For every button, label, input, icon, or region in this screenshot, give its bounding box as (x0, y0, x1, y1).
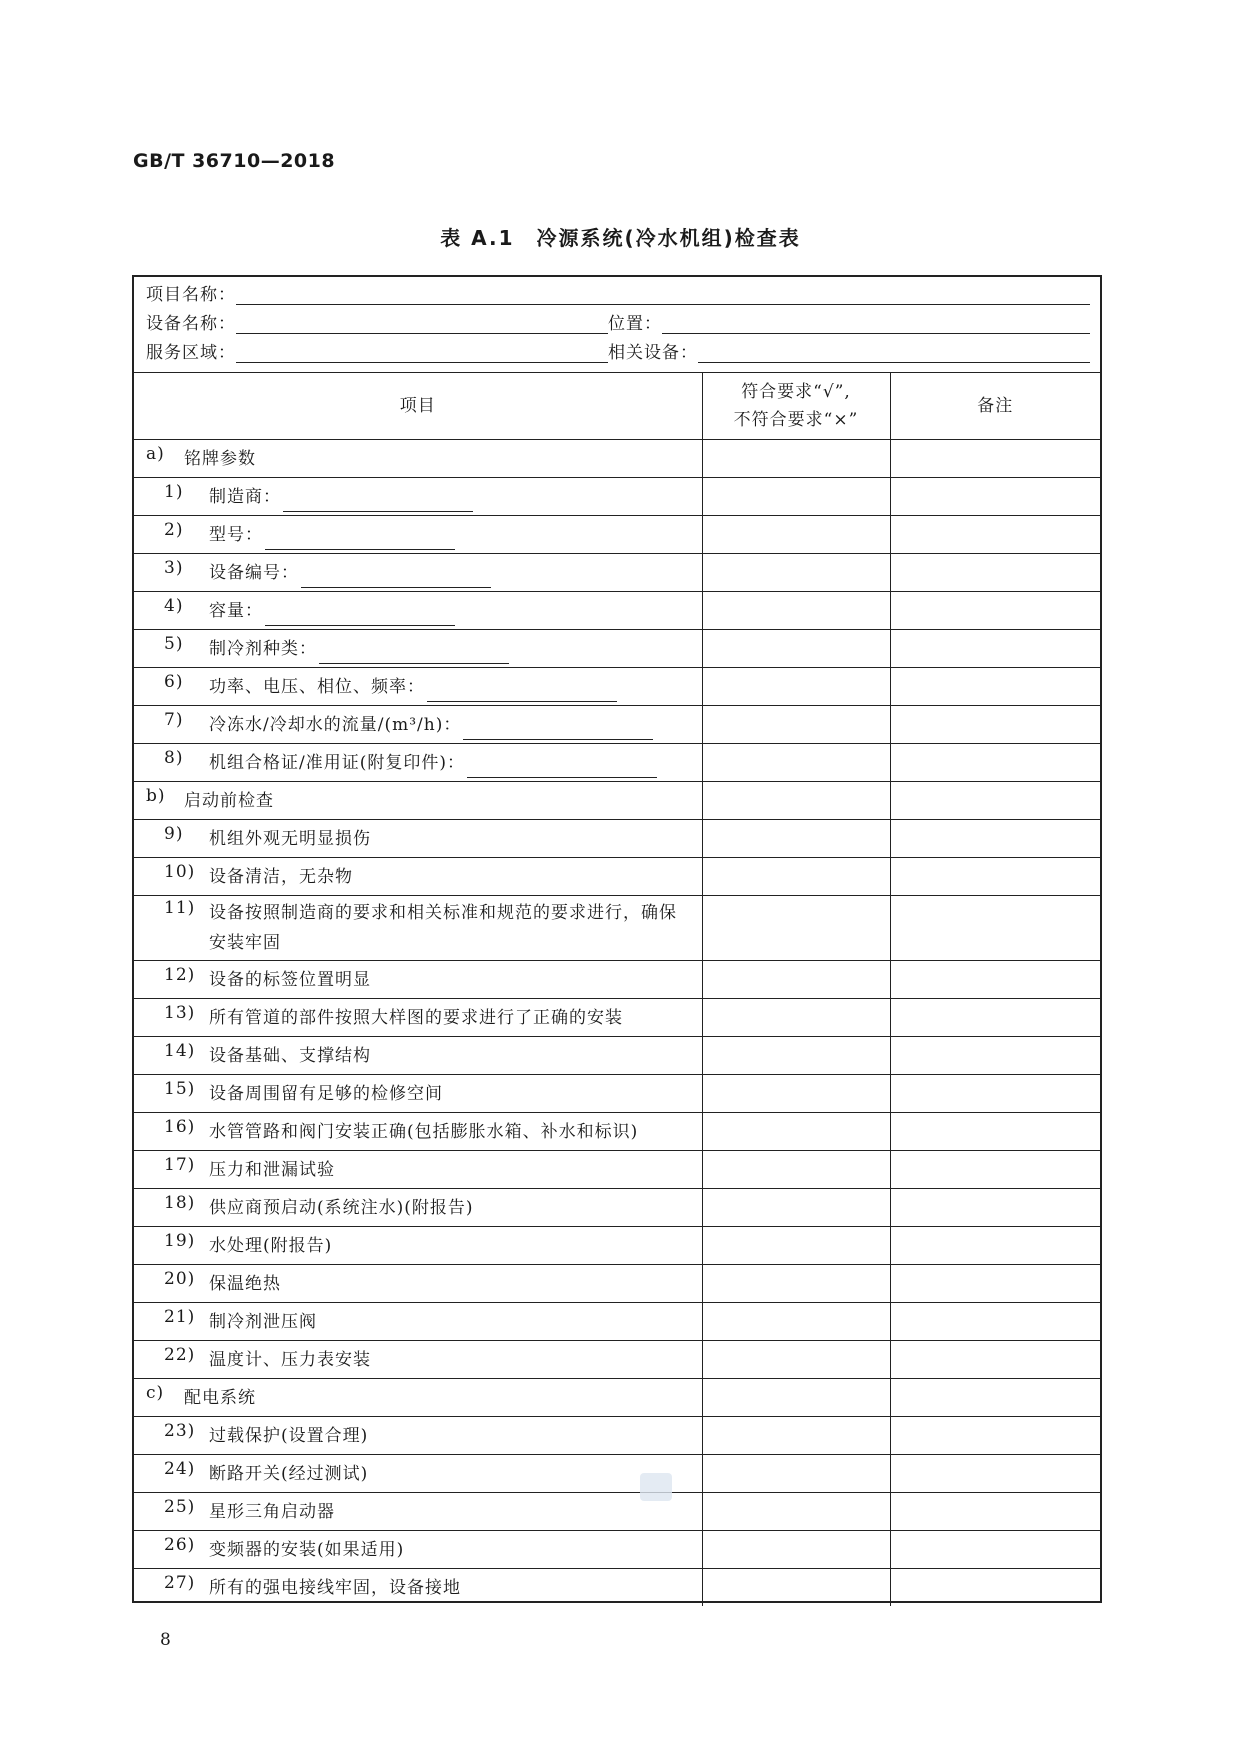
item-cell (134, 1265, 702, 1303)
item-cell (134, 1151, 702, 1189)
table-row (134, 592, 1100, 630)
item-cell (134, 1227, 702, 1265)
fill-in-blank[interactable] (463, 721, 653, 740)
location-field[interactable] (662, 315, 1090, 334)
item-text: 供应商预启动(系统注水)(附报告) (209, 1197, 474, 1218)
fill-in-blank[interactable] (467, 759, 657, 778)
conform-cell[interactable] (702, 516, 890, 554)
item-text: 设备周围留有足够的检修空间 (209, 1083, 443, 1104)
item-text: 断路开关(经过测试) (209, 1463, 369, 1484)
item-text-wrap (209, 520, 702, 550)
item-text: 制冷剂泄压阀 (209, 1311, 317, 1332)
project-name-label: 项目名称： (146, 285, 236, 305)
conform-cell[interactable] (702, 478, 890, 516)
checklist-table (134, 372, 1100, 1606)
item-number: 19) (164, 1230, 196, 1251)
item-text: 过载保护(设置合理) (209, 1425, 369, 1446)
conform-cell[interactable] (702, 668, 890, 706)
item-cell (134, 1075, 702, 1113)
item-text-wrap (184, 786, 702, 816)
item-cell (134, 1569, 702, 1607)
equipment-name-field[interactable] (236, 315, 608, 334)
watermark-logo (640, 1473, 672, 1501)
item-text-wrap (209, 596, 702, 626)
item-text-wrap (209, 1269, 702, 1299)
item-number: 2) (164, 519, 184, 540)
project-name-field[interactable] (236, 286, 1090, 305)
service-area-label: 服务区域： (146, 343, 236, 363)
item-number: 6) (164, 671, 184, 692)
item-cell (134, 1417, 702, 1455)
item-cell (134, 1341, 702, 1379)
conform-cell[interactable] (702, 896, 890, 961)
item-text: 制冷剂种类： (209, 638, 317, 659)
remark-cell[interactable] (890, 858, 1100, 896)
table-row (134, 1227, 1100, 1265)
table-row (134, 896, 1100, 961)
table-row (134, 1037, 1100, 1075)
item-cell (134, 706, 702, 744)
item-cell (134, 896, 702, 961)
item-text-wrap (209, 710, 702, 740)
remark-cell[interactable] (890, 668, 1100, 706)
conform-cell[interactable] (702, 1493, 890, 1531)
table-row (134, 516, 1100, 554)
fill-in-blank[interactable] (319, 645, 509, 664)
location-label: 位置： (608, 314, 662, 334)
remark-cell[interactable] (890, 1417, 1100, 1455)
item-number: 3) (164, 557, 184, 578)
item-text: 温度计、压力表安装 (209, 1349, 371, 1370)
item-cell (134, 858, 702, 896)
table-row (134, 999, 1100, 1037)
item-text-wrap (209, 1459, 702, 1489)
item-text: 容量： (209, 600, 263, 621)
item-number: 27) (164, 1572, 196, 1593)
item-cell (134, 1531, 702, 1569)
item-cell (134, 440, 702, 478)
conform-cell[interactable] (702, 1113, 890, 1151)
table-row (134, 1531, 1100, 1569)
item-cell (134, 630, 702, 668)
remark-cell[interactable] (890, 1227, 1100, 1265)
item-text-wrap (209, 1231, 702, 1261)
remark-cell[interactable] (890, 1113, 1100, 1151)
item-text-wrap (184, 1383, 702, 1413)
related-equipment-label: 相关设备： (608, 343, 698, 363)
conform-cell[interactable] (702, 1569, 890, 1607)
table-row (134, 1341, 1100, 1379)
item-number: 23) (164, 1420, 196, 1441)
remark-cell[interactable] (890, 1493, 1100, 1531)
item-cell (134, 668, 702, 706)
remark-cell[interactable] (890, 961, 1100, 999)
page-number: 8 (160, 1630, 171, 1650)
item-number: 15) (164, 1078, 196, 1099)
fill-in-blank[interactable] (283, 493, 473, 512)
item-cell (134, 961, 702, 999)
conform-cell[interactable] (702, 1265, 890, 1303)
remark-cell[interactable] (890, 1265, 1100, 1303)
remark-cell[interactable] (890, 1341, 1100, 1379)
item-number: 17) (164, 1154, 196, 1175)
item-text-wrap (209, 1117, 702, 1147)
item-cell (134, 820, 702, 858)
item-text-wrap (209, 862, 702, 892)
table-row (134, 782, 1100, 820)
remark-cell[interactable] (890, 516, 1100, 554)
table-title: 表 A.1 冷源系统(冷水机组)检查表 (440, 226, 801, 250)
item-text: 压力和泄漏试验 (209, 1159, 335, 1180)
item-cell (134, 1037, 702, 1075)
remark-cell[interactable] (890, 1151, 1100, 1189)
item-text: 功率、电压、相位、频率： (209, 676, 425, 697)
table-row (134, 744, 1100, 782)
remark-cell[interactable] (890, 440, 1100, 478)
item-text: 设备清洁，无杂物 (209, 866, 353, 887)
related-equipment-field[interactable] (698, 344, 1090, 363)
item-text: 冷冻水/冷却水的流量/(m³/h)： (209, 714, 462, 735)
header-remark: 备注 (890, 373, 1100, 440)
table-row (134, 1455, 1100, 1493)
fill-in-blank[interactable] (265, 531, 455, 550)
remark-cell[interactable] (890, 820, 1100, 858)
item-text: 启动前检查 (184, 790, 274, 811)
item-text: 变频器的安装(如果适用) (209, 1539, 405, 1560)
table-row (134, 630, 1100, 668)
remark-cell[interactable] (890, 1569, 1100, 1607)
remark-cell[interactable] (890, 1531, 1100, 1569)
item-text-wrap (209, 898, 702, 958)
conform-cell[interactable] (702, 630, 890, 668)
remark-cell[interactable] (890, 744, 1100, 782)
item-text: 设备的标签位置明显 (209, 969, 371, 990)
item-cell (134, 592, 702, 630)
remark-cell[interactable] (890, 592, 1100, 630)
remark-cell[interactable] (890, 1037, 1100, 1075)
remark-cell[interactable] (890, 1379, 1100, 1417)
table-row (134, 1113, 1100, 1151)
item-text-wrap (209, 672, 702, 702)
item-number: b) (146, 785, 166, 806)
item-number: 7) (164, 709, 184, 730)
table-row (134, 478, 1100, 516)
table-row (134, 706, 1100, 744)
header-conform (702, 373, 890, 440)
item-text: 保温绝热 (209, 1273, 281, 1294)
item-text: 设备编号： (209, 562, 299, 583)
table-row (134, 961, 1100, 999)
header-conform-line1: 符合要求“√”, (741, 382, 851, 402)
item-number: 14) (164, 1040, 196, 1061)
remark-cell[interactable] (890, 999, 1100, 1037)
conform-cell[interactable] (702, 1455, 890, 1493)
remark-cell[interactable] (890, 478, 1100, 516)
item-number: 11) (164, 898, 196, 918)
item-number: a) (146, 443, 165, 464)
conform-cell[interactable] (702, 1151, 890, 1189)
item-cell (134, 1303, 702, 1341)
item-text-wrap (209, 1421, 702, 1451)
remark-cell[interactable] (890, 1455, 1100, 1493)
table-row (134, 554, 1100, 592)
item-text-wrap (209, 1193, 702, 1223)
item-text: 所有的强电接线牢固，设备接地 (209, 1577, 461, 1598)
item-number: 25) (164, 1496, 196, 1517)
remark-cell[interactable] (890, 896, 1100, 961)
item-text: 机组合格证/准用证(附复印件)： (209, 752, 465, 773)
table-row (134, 1417, 1100, 1455)
table-row (134, 820, 1100, 858)
conform-cell[interactable] (702, 1379, 890, 1417)
item-text-wrap (209, 1079, 702, 1109)
service-area-field[interactable] (236, 344, 608, 363)
item-text: 机组外观无明显损伤 (209, 828, 371, 849)
item-number: 8) (164, 747, 184, 768)
conform-cell[interactable] (702, 858, 890, 896)
table-row (134, 1151, 1100, 1189)
item-cell (134, 1493, 702, 1531)
conform-cell[interactable] (702, 440, 890, 478)
item-text: 水处理(附报告) (209, 1235, 333, 1256)
item-text-wrap (209, 1497, 702, 1527)
conform-cell[interactable] (702, 1531, 890, 1569)
table-row (134, 1493, 1100, 1531)
item-text: 星形三角启动器 (209, 1501, 335, 1522)
table-row (134, 1189, 1100, 1227)
conform-cell[interactable] (702, 1189, 890, 1227)
remark-cell[interactable] (890, 782, 1100, 820)
item-number: 4) (164, 595, 184, 616)
item-cell (134, 554, 702, 592)
item-text-wrap (209, 748, 702, 778)
conform-cell[interactable] (702, 1303, 890, 1341)
header-item: 项目 (134, 373, 702, 440)
item-text-wrap (209, 824, 702, 854)
item-text-wrap (209, 558, 702, 588)
fill-in-blank[interactable] (427, 683, 617, 702)
conform-cell[interactable] (702, 1417, 890, 1455)
table-row (134, 1075, 1100, 1113)
checklist-form (132, 275, 1102, 1603)
remark-cell[interactable] (890, 1303, 1100, 1341)
item-text: 型号： (209, 524, 263, 545)
item-text-wrap (209, 965, 702, 995)
conform-cell[interactable] (702, 782, 890, 820)
conform-cell[interactable] (702, 554, 890, 592)
item-number: 18) (164, 1192, 196, 1213)
fill-in-blank[interactable] (265, 607, 455, 626)
item-text: 设备基础、支撑结构 (209, 1045, 371, 1066)
table-row (134, 858, 1100, 896)
conform-cell[interactable] (702, 1341, 890, 1379)
item-number: 9) (164, 823, 184, 844)
fill-in-blank[interactable] (301, 569, 491, 588)
table-header-row (134, 373, 1100, 440)
item-cell (134, 782, 702, 820)
item-text: 水管管路和阀门安装正确(包括膨胀水箱、补水和标识) (209, 1121, 639, 1142)
item-number: 22) (164, 1344, 196, 1365)
item-text-wrap (184, 444, 702, 474)
item-number: 21) (164, 1306, 196, 1327)
table-row (134, 1265, 1100, 1303)
item-number: 10) (164, 861, 196, 882)
conform-cell[interactable] (702, 999, 890, 1037)
item-cell (134, 516, 702, 554)
item-cell (134, 1455, 702, 1493)
item-cell (134, 1379, 702, 1417)
conform-cell[interactable] (702, 1227, 890, 1265)
remark-cell[interactable] (890, 1189, 1100, 1227)
item-number: 24) (164, 1458, 196, 1479)
remark-cell[interactable] (890, 1075, 1100, 1113)
remark-cell[interactable] (890, 554, 1100, 592)
item-number: 13) (164, 1002, 196, 1023)
standard-code: GB/T 36710—2018 (133, 150, 336, 172)
service-related-line (146, 337, 1090, 363)
item-number: c) (146, 1382, 165, 1403)
equipment-name-label: 设备名称： (146, 314, 236, 334)
table-row (134, 1303, 1100, 1341)
conform-cell[interactable] (702, 961, 890, 999)
item-cell (134, 1189, 702, 1227)
header-conform-line2: 不符合要求“×” (733, 410, 859, 430)
item-number: 26) (164, 1534, 196, 1555)
conform-cell[interactable] (702, 1037, 890, 1075)
item-text: 所有管道的部件按照大样图的要求进行了正确的安装 (209, 1007, 623, 1028)
item-text-wrap (209, 482, 702, 512)
item-number: 5) (164, 633, 184, 654)
conform-cell[interactable] (702, 706, 890, 744)
conform-cell[interactable] (702, 820, 890, 858)
item-text: 设备按照制造商的要求和相关标准和规范的要求进行，确保安装牢固 (209, 903, 677, 953)
item-text-wrap (209, 634, 702, 664)
item-number: 12) (164, 964, 196, 985)
item-text: 制造商： (209, 486, 281, 507)
item-cell (134, 1113, 702, 1151)
table-row (134, 1379, 1100, 1417)
item-cell (134, 744, 702, 782)
item-cell (134, 999, 702, 1037)
remark-cell[interactable] (890, 706, 1100, 744)
table-row (134, 668, 1100, 706)
item-number: 16) (164, 1116, 196, 1137)
conform-cell[interactable] (702, 744, 890, 782)
item-text-wrap (209, 1345, 702, 1375)
item-text-wrap (209, 1041, 702, 1071)
item-text-wrap (209, 1307, 702, 1337)
remark-cell[interactable] (890, 630, 1100, 668)
item-text-wrap (209, 1155, 702, 1185)
table-row (134, 440, 1100, 478)
item-number: 1) (164, 481, 184, 502)
project-name-line (146, 279, 1090, 305)
equipment-location-line (146, 308, 1090, 334)
item-text: 铭牌参数 (184, 448, 256, 469)
item-text: 配电系统 (184, 1387, 256, 1408)
item-text-wrap (209, 1003, 702, 1033)
item-cell (134, 478, 702, 516)
table-row (134, 1569, 1100, 1607)
item-number: 20) (164, 1268, 196, 1289)
table-body (134, 440, 1100, 1607)
item-text-wrap (209, 1573, 702, 1603)
conform-cell[interactable] (702, 592, 890, 630)
conform-cell[interactable] (702, 1075, 890, 1113)
item-text-wrap (209, 1535, 702, 1565)
